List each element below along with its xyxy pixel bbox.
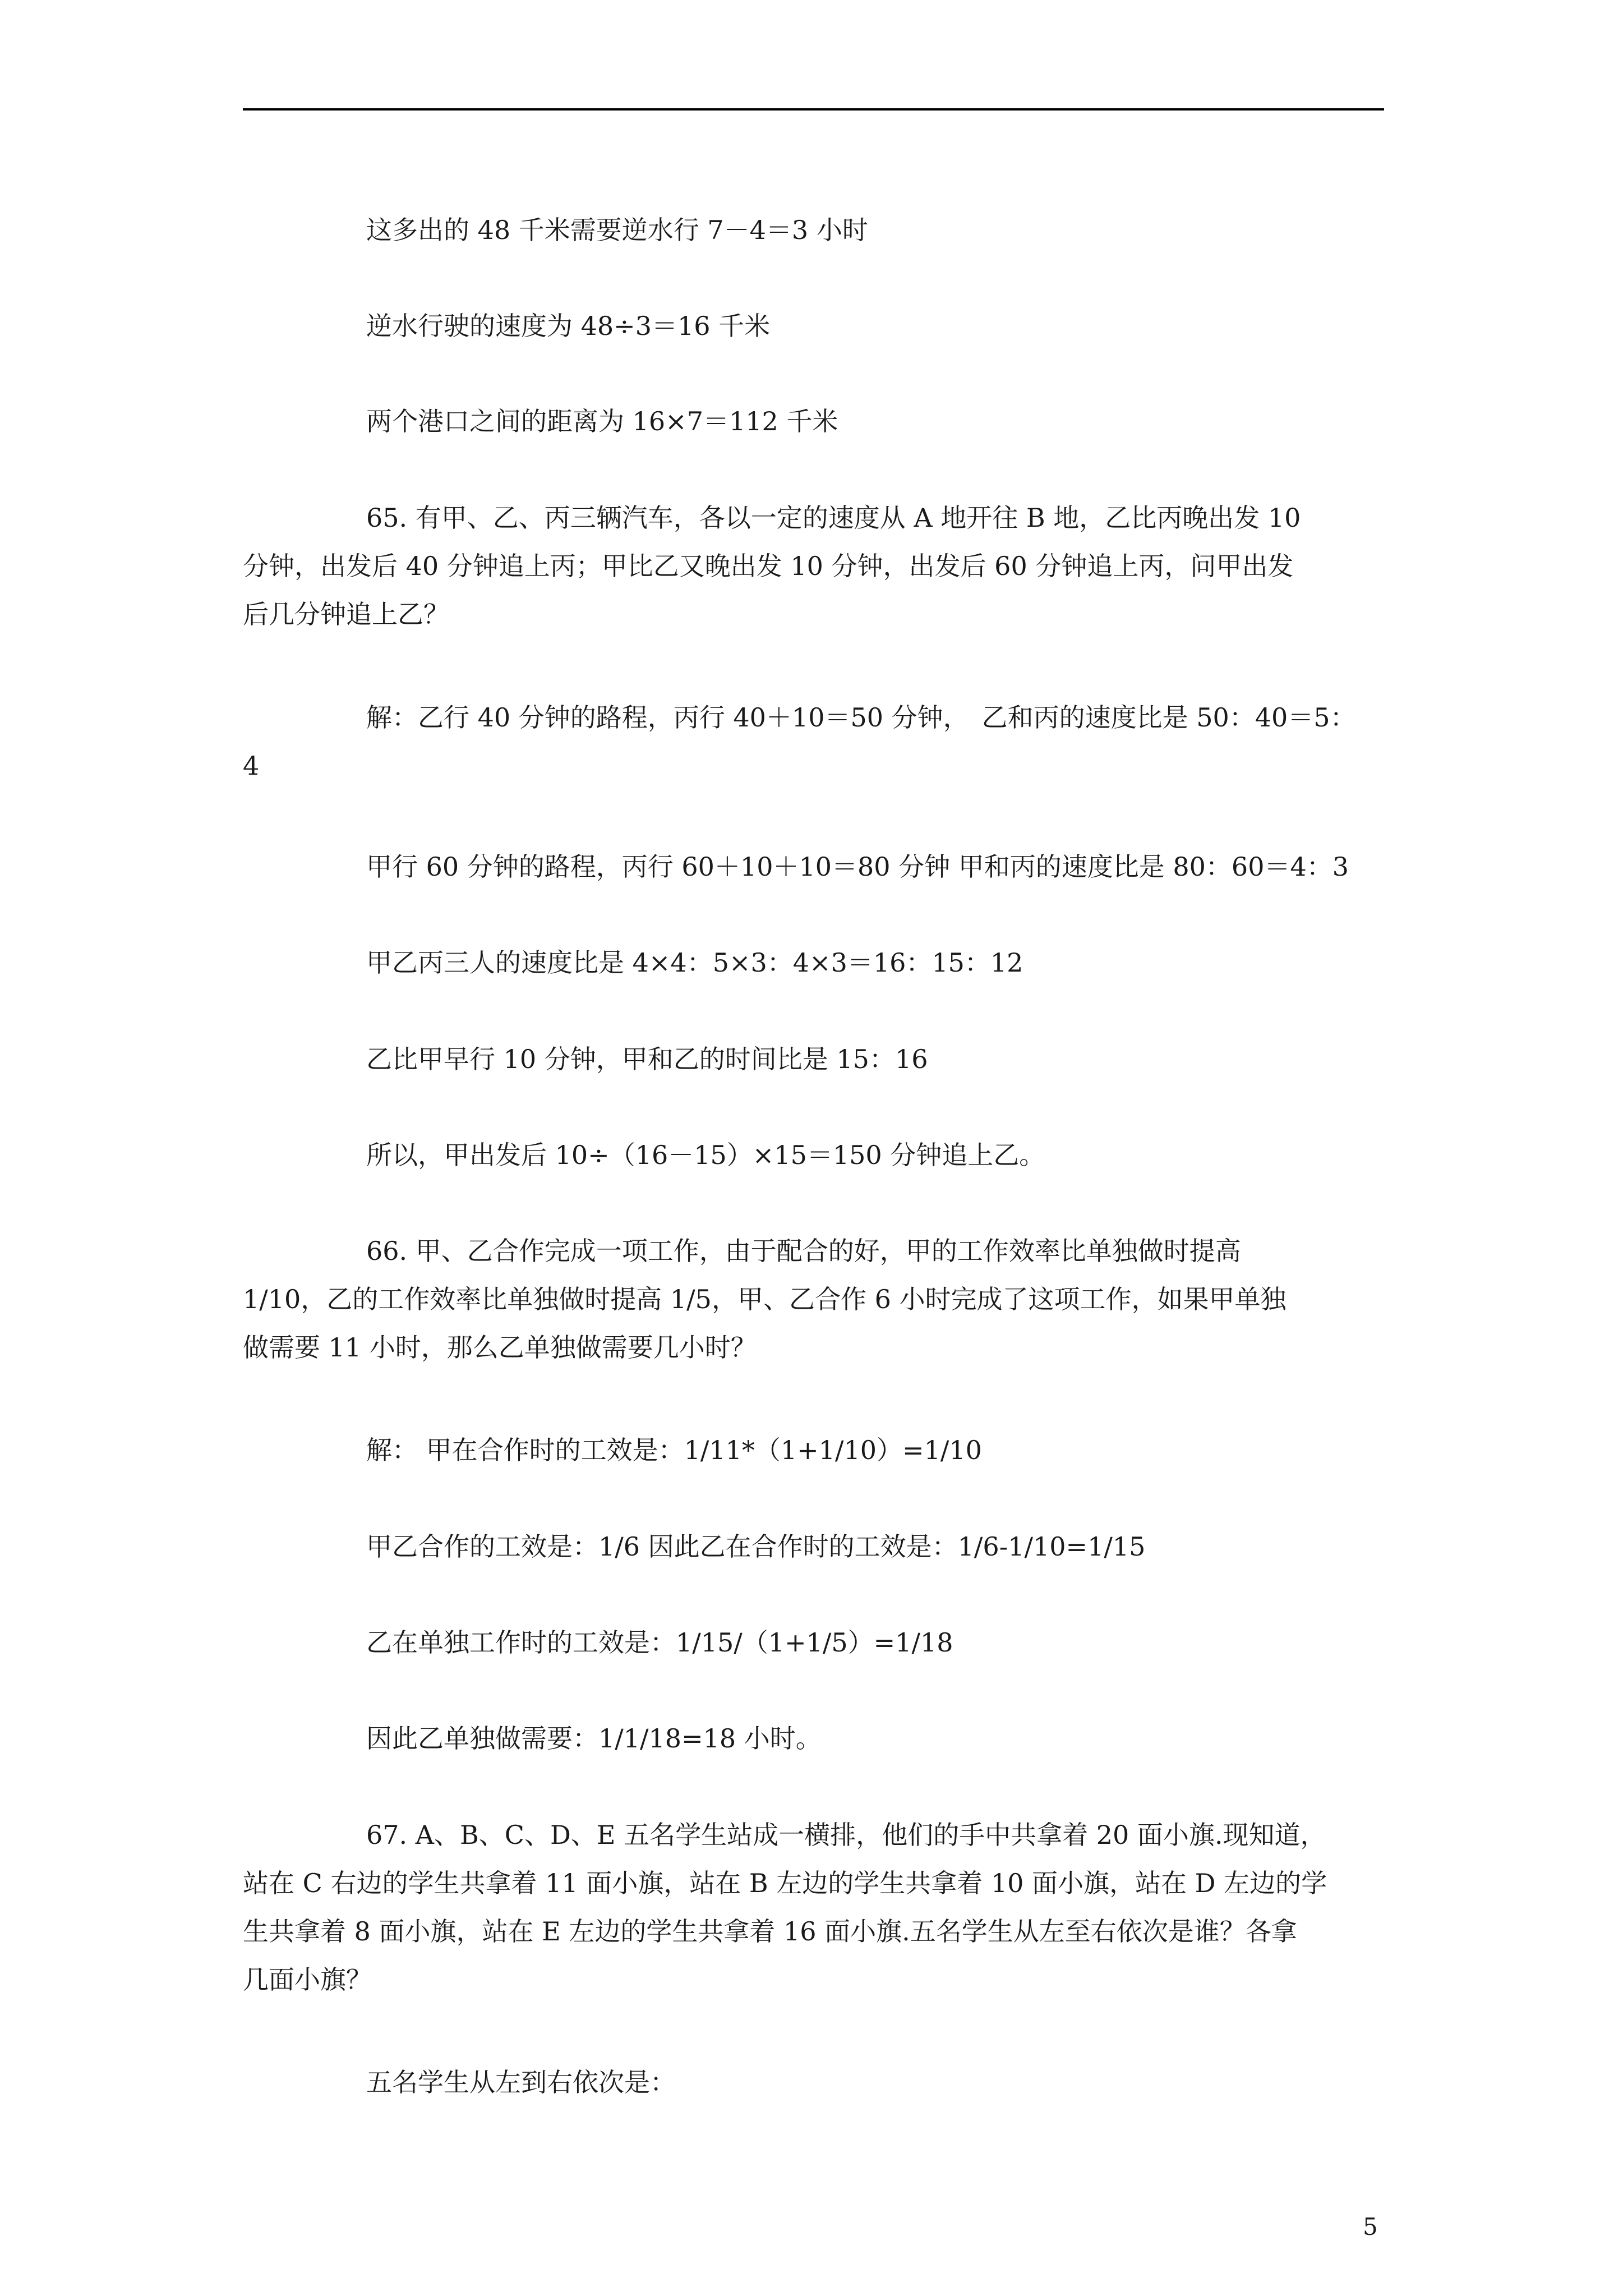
- solution-66-step: [243, 1714, 1393, 1763]
- solution-65-step: [243, 1035, 1393, 1083]
- solution-line: 甲乙合作的工效是：1/6 因此乙在合作时的工效是：1/6-1/10=1/15: [366, 1531, 1146, 1562]
- question-line: 67. A、B、C、D、E 五名学生站成一横排，他们的手中共拿着 20 面小旗.现知道，: [366, 1820, 1326, 1850]
- solution-65-step: [243, 843, 1393, 891]
- solution-line: 解： 甲在合作时的工效是：1/11*（1+1/10）=1/10: [366, 1435, 982, 1465]
- question-line: 后几分钟追上乙？: [243, 599, 449, 629]
- solution-line: 甲行 60 分钟的路程，丙行 60＋10＋10＝80 分钟 甲和丙的速度比是 80：60＝4：3: [366, 852, 1349, 882]
- solution-65-step: [243, 938, 1393, 987]
- question-65: [243, 494, 1393, 638]
- question-line: 1/10，乙的工作效率比单独做时提高 1/5，甲、乙合作 6 小时完成了这项工作，如果甲单独: [243, 1284, 1287, 1314]
- question-line: 66. 甲、乙合作完成一项工作，由于配合的好，甲的工作效率比单独做时提高: [366, 1236, 1241, 1266]
- solution-66-step: [243, 1618, 1393, 1667]
- text-line: 逆水行驶的速度为 48÷3＝16 千米: [366, 311, 771, 341]
- top-lines: [243, 206, 1393, 254]
- answer-67-intro: [243, 2058, 1393, 2106]
- question-line: 几面小旗？: [243, 1964, 372, 1995]
- solution-line: 所以，甲出发后 10÷（16－15）×15＝150 分钟追上乙。: [366, 1140, 1045, 1170]
- solution-line: 解：乙行 40 分钟的路程，丙行 40＋10＝50 分钟， 乙和丙的速度比是 50：40＝5：: [366, 702, 1356, 733]
- question-line: 生共拿着 8 面小旗，站在 E 左边的学生共拿着 16 面小旗.五名学生从左至右依次是谁？各拿: [243, 1916, 1297, 1947]
- solution-line: 因此乙单独做需要：1/1/18=18 小时。: [366, 1723, 822, 1754]
- text-line: 这多出的 48 千米需要逆水行 7－4＝3 小时: [366, 215, 868, 245]
- text-line: 两个港口之间的距离为 16×7＝112 千米: [366, 406, 838, 436]
- top-lines-3: [243, 397, 1393, 445]
- solution-65-step: [243, 1131, 1393, 1179]
- page-number: 5: [1363, 2213, 1378, 2240]
- solution-66-step: [243, 1426, 1393, 1474]
- question-line: 65. 有甲、乙、丙三辆汽车，各以一定的速度从 A 地开往 B 地，乙比丙晚出发 10: [366, 503, 1301, 533]
- answer-line: 五名学生从左到右依次是：: [366, 2067, 676, 2097]
- solution-65-intro: [243, 693, 1393, 790]
- question-67: [243, 1811, 1393, 2004]
- question-line: 站在 C 右边的学生共拿着 11 面小旗，站在 B 左边的学生共拿着 10 面小旗，站在 D 左边的学: [243, 1868, 1327, 1898]
- solution-line-cont: 4: [243, 751, 260, 781]
- question-line: 分钟，出发后 40 分钟追上丙；甲比乙又晚出发 10 分钟，出发后 60 分钟追上丙，问甲出发: [243, 551, 1294, 581]
- solution-line: 乙比甲早行 10 分钟，甲和乙的时间比是 15：16: [366, 1044, 928, 1074]
- header-rule: [243, 108, 1384, 111]
- question-66: [243, 1227, 1393, 1372]
- solution-line: 甲乙丙三人的速度比是 4×4：5×3：4×3＝16：15：12: [366, 947, 1023, 978]
- question-line: 做需要 11 小时，那么乙单独做需要几小时？: [243, 1332, 757, 1363]
- solution-line: 乙在单独工作时的工效是：1/15/（1+1/5）=1/18: [366, 1627, 953, 1658]
- solution-66-step: [243, 1522, 1393, 1571]
- top-lines-2: [243, 302, 1393, 350]
